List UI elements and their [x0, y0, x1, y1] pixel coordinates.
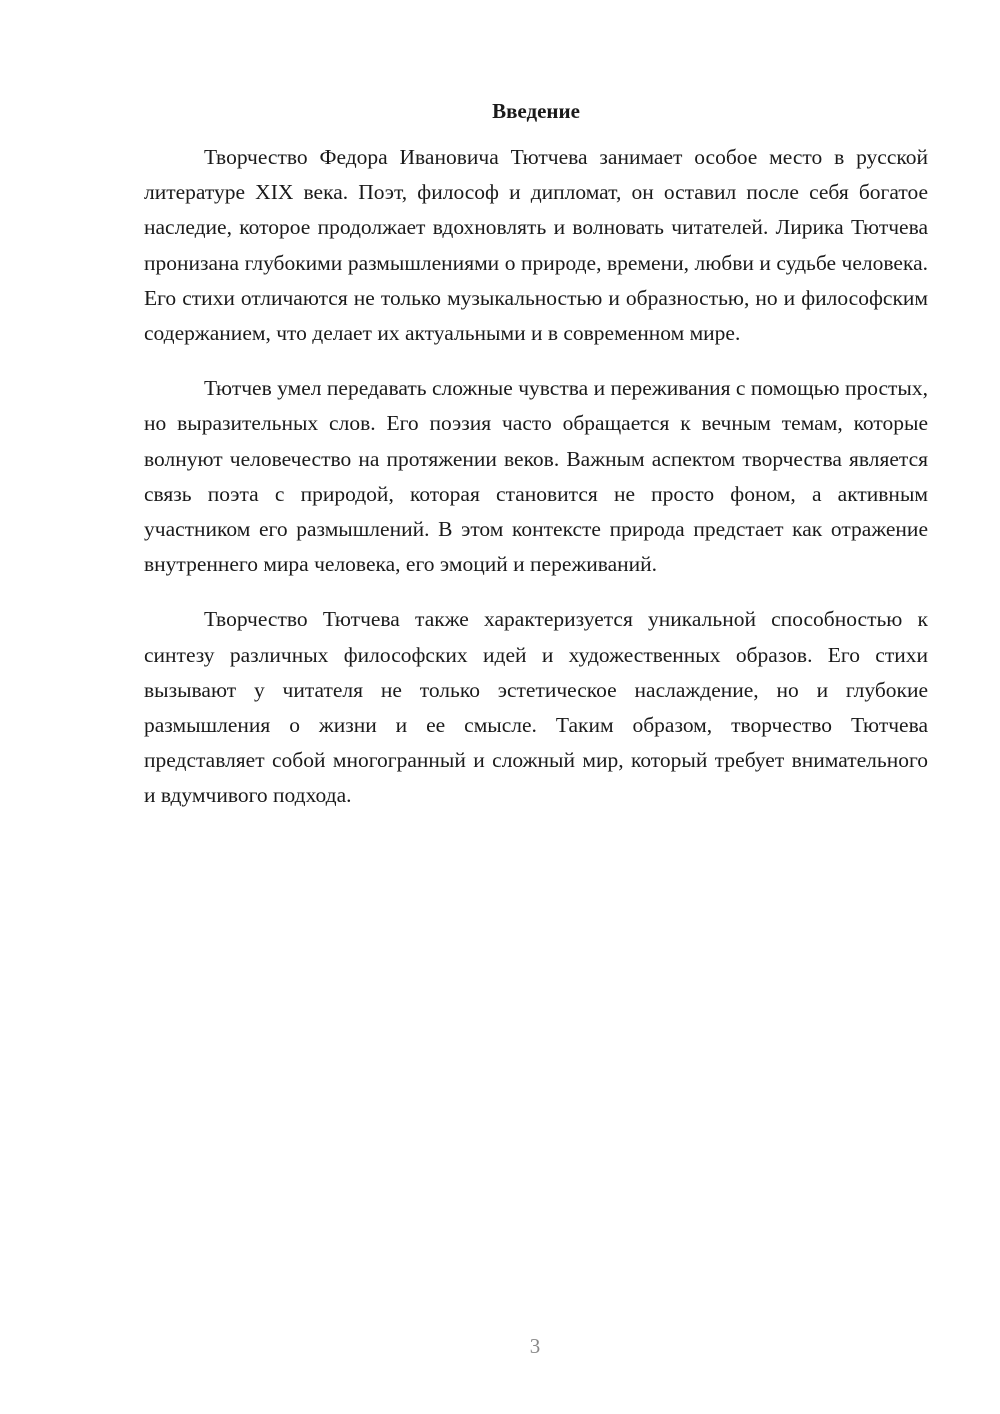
paragraph-3: Творчество Тютчева также характеризуется уникальной способностью к синтезу различных философских идей и художественных образов. Его стихи вызывают у читателя не только эстетическое наслаждение, но и глубокие размышления о жизни и ее смысле. Таким образом, творчество Тютчева представляет собой многогранный и сложный мир, который требует внимательного и вдумчивого подхода.: [144, 607, 928, 808]
paragraph-1: Творчество Федора Ивановича Тютчева занимает особое место в русской литературе XIX века. Поэт, философ и дипломат, он оставил после себя богатое наследие, которое продолжает вдохновлять и волновать читателей. Лирика Тютчева пронизана глубокими размышлениями о природе, времени, любви и судьбе человека. Его стихи отличаются не только музыкальностью и образностью, но и философским содержанием, что делает их актуальными и в современном мире.: [144, 145, 928, 346]
page-content: [144, 96, 928, 834]
page-number: 3: [529, 1334, 541, 1358]
paragraph-2: Тютчев умел передавать сложные чувства и переживания с помощью простых, но выразительных слов. Его поэзия часто обращается к вечным темам, которые волнуют человечество на протяжении веков. Важным аспектом творчества является связь поэта с природой, которая становится не просто фоном, а активным участником его размышлений. В этом контексте природа предстает как отражение внутреннего мира человека, его эмоций и переживаний.: [144, 376, 928, 577]
section-title: Введение: [492, 99, 580, 123]
